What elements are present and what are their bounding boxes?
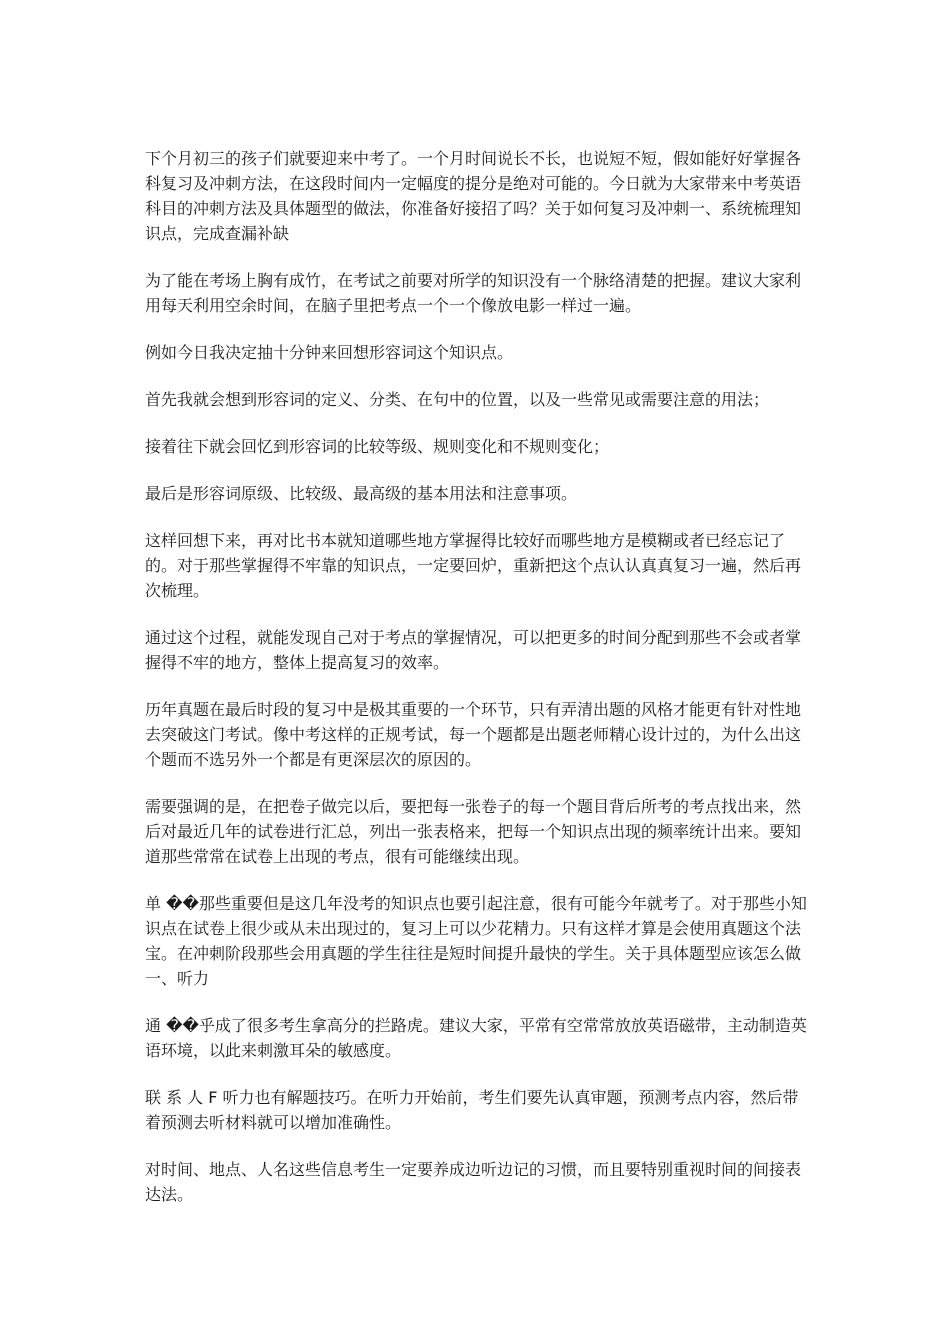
paragraph: 例如今日我决定抽十分钟来回想形容词这个知识点。 xyxy=(145,343,514,362)
paragraph: 对时间、地点、人名这些信息考生一定要养成边听边记的习惯，而且要特别重视时间的间接表达法。 xyxy=(145,1160,802,1204)
paragraph: 这样回想下来，再对比书本就知道哪些地方掌握得比较好而哪些地方是模糊或者已经忘记了的。对于那些掌握得不牢靠的知识点，一定要回炉，重新把这个点认认真真复习一遍，然后再次梳理。 xyxy=(145,531,802,600)
paragraph: 联 系 人 F 听力也有解题技巧。在听力开始前，考生们要先认真审题，预测考点内容，然后带着预测去听材料就可以增加准确性。 xyxy=(145,1088,799,1132)
paragraph: 为了能在考场上胸有成竹，在考试之前要对所学的知识没有一个脉络清楚的把握。建议大家利用每天利用空余时间，在脑子里把考点一个一个像放电影一样过一遍。 xyxy=(145,271,802,315)
paragraph: 需要强调的是，在把卷子做完以后，要把每一张卷子的每一个题目背后所考的考点找出来，然后对最近几年的试卷进行汇总，列出一张表格来，把每一个知识点出现的频率统计出来。要知道那些常常在试卷上出现的考点，很有可能继续出现。 xyxy=(145,797,802,866)
document-body xyxy=(145,146,810,1229)
paragraph: 历年真题在最后时段的复习中是极其重要的一个环节，只有弄清出题的风格才能更有针对性地去突破这门考试。像中考这样的正规考试，每一个题都是出题老师精心设计过的，为什么出这个题而不选另外一个都是有更深层次的原因的。 xyxy=(145,700,802,769)
paragraph: 通 ��乎成了很多考生拿高分的拦路虎。建议大家，平常有空常常放放英语磁带，主动制造英语环境，以此来刺激耳朵的敏感度。 xyxy=(145,1016,807,1060)
paragraph: 首先我就会想到形容词的定义、分类、在句中的位置，以及一些常见或需要注意的用法； xyxy=(145,390,770,409)
paragraph: 下个月初三的孩子们就要迎来中考了。一个月时间说长不长，也说短不短，假如能好好掌握各科复习及冲刺方法，在这段时间内一定幅度的提分是绝对可能的。今日就为大家带来中考英语科目的冲刺方法及具体题型的做法，你准备好接招了吗？关于如何复习及冲刺一、系统梳理知识点，完成查漏补缺 xyxy=(145,149,802,243)
paragraph: 接着往下就会回忆到形容词的比较等级、规则变化和不规则变化； xyxy=(145,437,610,456)
paragraph: 单 ��那些重要但是这几年没考的知识点也要引起注意，很有可能今年就考了。对于那些小知识点在试卷上很少或从未出现过的，复习上可以少花精力。只有这样才算是会使用真题这个法宝。在冲刺阶段那些会用真题的学生往往是短时间提升最快的学生。关于具体题型应该怎么做一、听力 xyxy=(145,894,807,988)
paragraph: 最后是形容词原级、比较级、最高级的基本用法和注意事项。 xyxy=(145,484,578,503)
paragraph: 通过这个过程，就能发现自己对于考点的掌握情况，可以把更多的时间分配到那些不会或者掌握得不牢的地方，整体上提高复习的效率。 xyxy=(145,628,802,672)
